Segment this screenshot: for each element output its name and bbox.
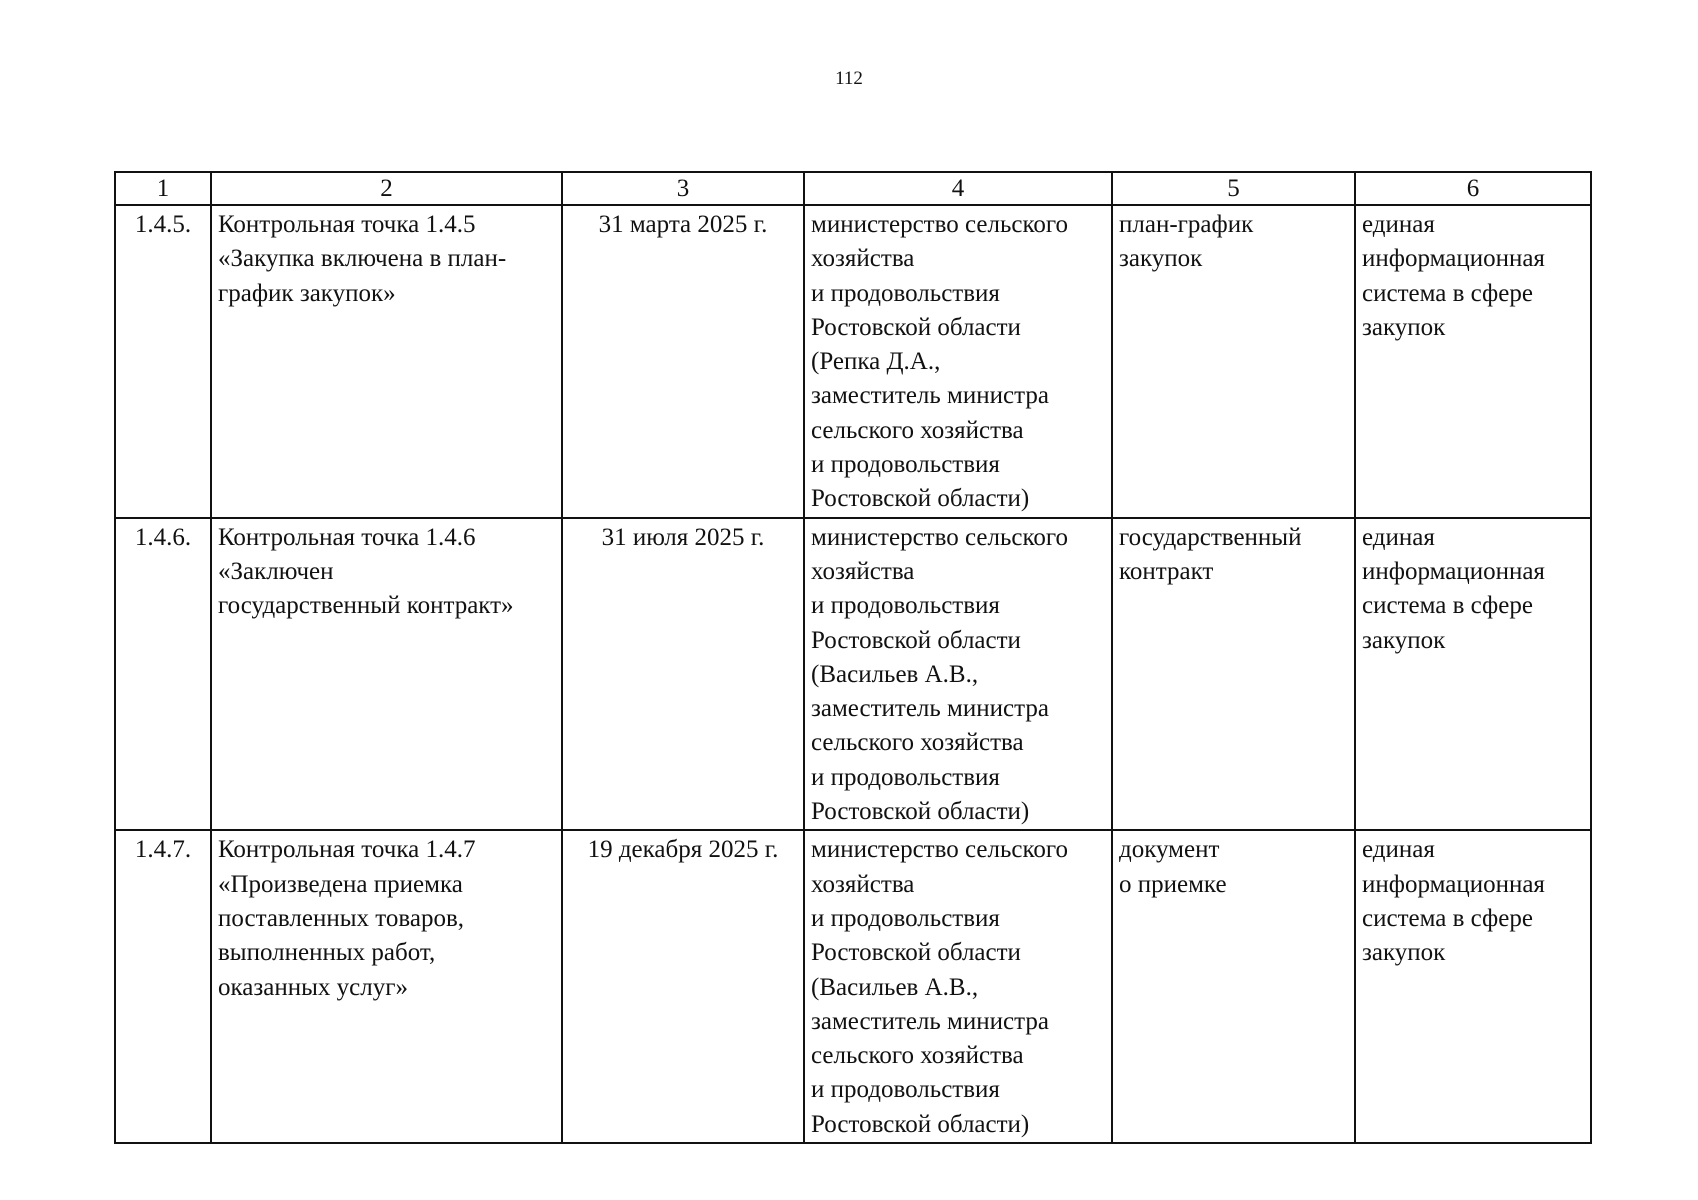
cell-text-line: Ростовской области) (811, 798, 1030, 826)
cell-text-line: заместитель министра (811, 382, 1049, 410)
cell-text-line: хозяйства (811, 557, 915, 585)
cell-text-line: система в сфере (1362, 592, 1533, 620)
row-number-cell: 1.4.7. (115, 830, 211, 1143)
cell-text-line: закупок (1362, 939, 1446, 967)
cell-text-line: хозяйства (811, 245, 915, 273)
responsible-cell (804, 518, 1112, 831)
event-cell (211, 205, 562, 518)
responsible-cell (804, 205, 1112, 518)
cell-text-line: заместитель министра (811, 1007, 1049, 1035)
cell-text-line: и продовольствия (811, 1076, 1000, 1104)
cell-text-line: документ (1119, 836, 1220, 864)
cell-text-line: сельского хозяйства (811, 1042, 1024, 1070)
cell-text-line: о приемке (1119, 870, 1227, 898)
cell-text-line: государственный контракт» (218, 592, 514, 620)
document-type-cell (1112, 518, 1355, 831)
cell-text-line: и продовольствия (811, 904, 1000, 932)
header-cell-2: 2 (211, 172, 562, 205)
cell-text-line: контракт (1119, 557, 1214, 585)
cell-text-line: сельского хозяйства (811, 729, 1024, 757)
header-cell-5: 5 (1112, 172, 1355, 205)
cell-text-line: и продовольствия (811, 451, 1000, 479)
cell-text-line: система в сфере (1362, 279, 1533, 307)
information-system-cell (1355, 205, 1591, 518)
cell-text-line: «Закупка включена в план- (218, 245, 507, 273)
table-header-row (115, 172, 1591, 205)
cell-text-line: график закупок» (218, 279, 396, 307)
cell-text-line: Ростовской области) (811, 1110, 1030, 1138)
cell-text-line: (Васильев А.В., (811, 660, 979, 688)
cell-text-line: Ростовской области (811, 939, 1021, 967)
control-points-table (114, 171, 1592, 1144)
cell-text-line: закупок (1362, 313, 1446, 341)
cell-text-line: Контрольная точка 1.4.7 (218, 836, 476, 864)
cell-text-line: Контрольная точка 1.4.6 (218, 523, 476, 551)
header-cell-3: 3 (562, 172, 804, 205)
cell-text-line: «Заключен (218, 557, 334, 585)
cell-text-line: закупок (1362, 626, 1446, 654)
table-row (115, 518, 1591, 831)
header-cell-1: 1 (115, 172, 211, 205)
document-type-cell (1112, 830, 1355, 1143)
cell-text-line: оказанных услуг» (218, 973, 408, 1001)
cell-text-line: хозяйства (811, 870, 915, 898)
cell-text-line: закупок (1119, 245, 1203, 273)
event-cell (211, 518, 562, 831)
cell-text-line: (Васильев А.В., (811, 973, 979, 1001)
date-cell: 31 марта 2025 г. (562, 205, 804, 518)
header-cell-4: 4 (804, 172, 1112, 205)
date-cell: 31 июля 2025 г. (562, 518, 804, 831)
cell-text-line: система в сфере (1362, 904, 1533, 932)
cell-text-line: Ростовской области (811, 313, 1021, 341)
cell-text-line: заместитель министра (811, 695, 1049, 723)
cell-text-line: поставленных товаров, (218, 904, 464, 932)
cell-text-line: единая (1362, 836, 1435, 864)
cell-text-line: «Произведена приемка (218, 870, 463, 898)
cell-text-line: и продовольствия (811, 279, 1000, 307)
cell-text-line: (Репка Д.А., (811, 348, 941, 376)
document-type-cell (1112, 205, 1355, 518)
cell-text-line: министерство сельского (811, 523, 1068, 551)
cell-text-line: сельского хозяйства (811, 416, 1024, 444)
row-number-cell: 1.4.6. (115, 518, 211, 831)
row-number-cell: 1.4.5. (115, 205, 211, 518)
cell-text-line: единая (1362, 523, 1435, 551)
cell-text-line: выполненных работ, (218, 939, 436, 967)
date-cell: 19 декабря 2025 г. (562, 830, 804, 1143)
cell-text-line: единая (1362, 211, 1435, 238)
page-number: 112 (835, 68, 863, 89)
information-system-cell (1355, 830, 1591, 1143)
cell-text-line: и продовольствия (811, 592, 1000, 620)
cell-text-line: министерство сельского (811, 836, 1068, 864)
event-cell (211, 830, 562, 1143)
cell-text-line: Ростовской области) (811, 485, 1030, 513)
cell-text-line: Контрольная точка 1.4.5 (218, 211, 476, 238)
table-row (115, 205, 1591, 518)
header-cell-6: 6 (1355, 172, 1591, 205)
cell-text-line: информационная (1362, 557, 1545, 585)
cell-text-line: министерство сельского (811, 211, 1068, 238)
cell-text-line: государственный (1119, 523, 1302, 551)
cell-text-line: информационная (1362, 245, 1545, 273)
cell-text-line: информационная (1362, 870, 1545, 898)
cell-text-line: Ростовской области (811, 626, 1021, 654)
cell-text-line: план-график (1119, 211, 1254, 238)
responsible-cell (804, 830, 1112, 1143)
information-system-cell (1355, 518, 1591, 831)
cell-text-line: и продовольствия (811, 763, 1000, 791)
table-row (115, 830, 1591, 1143)
